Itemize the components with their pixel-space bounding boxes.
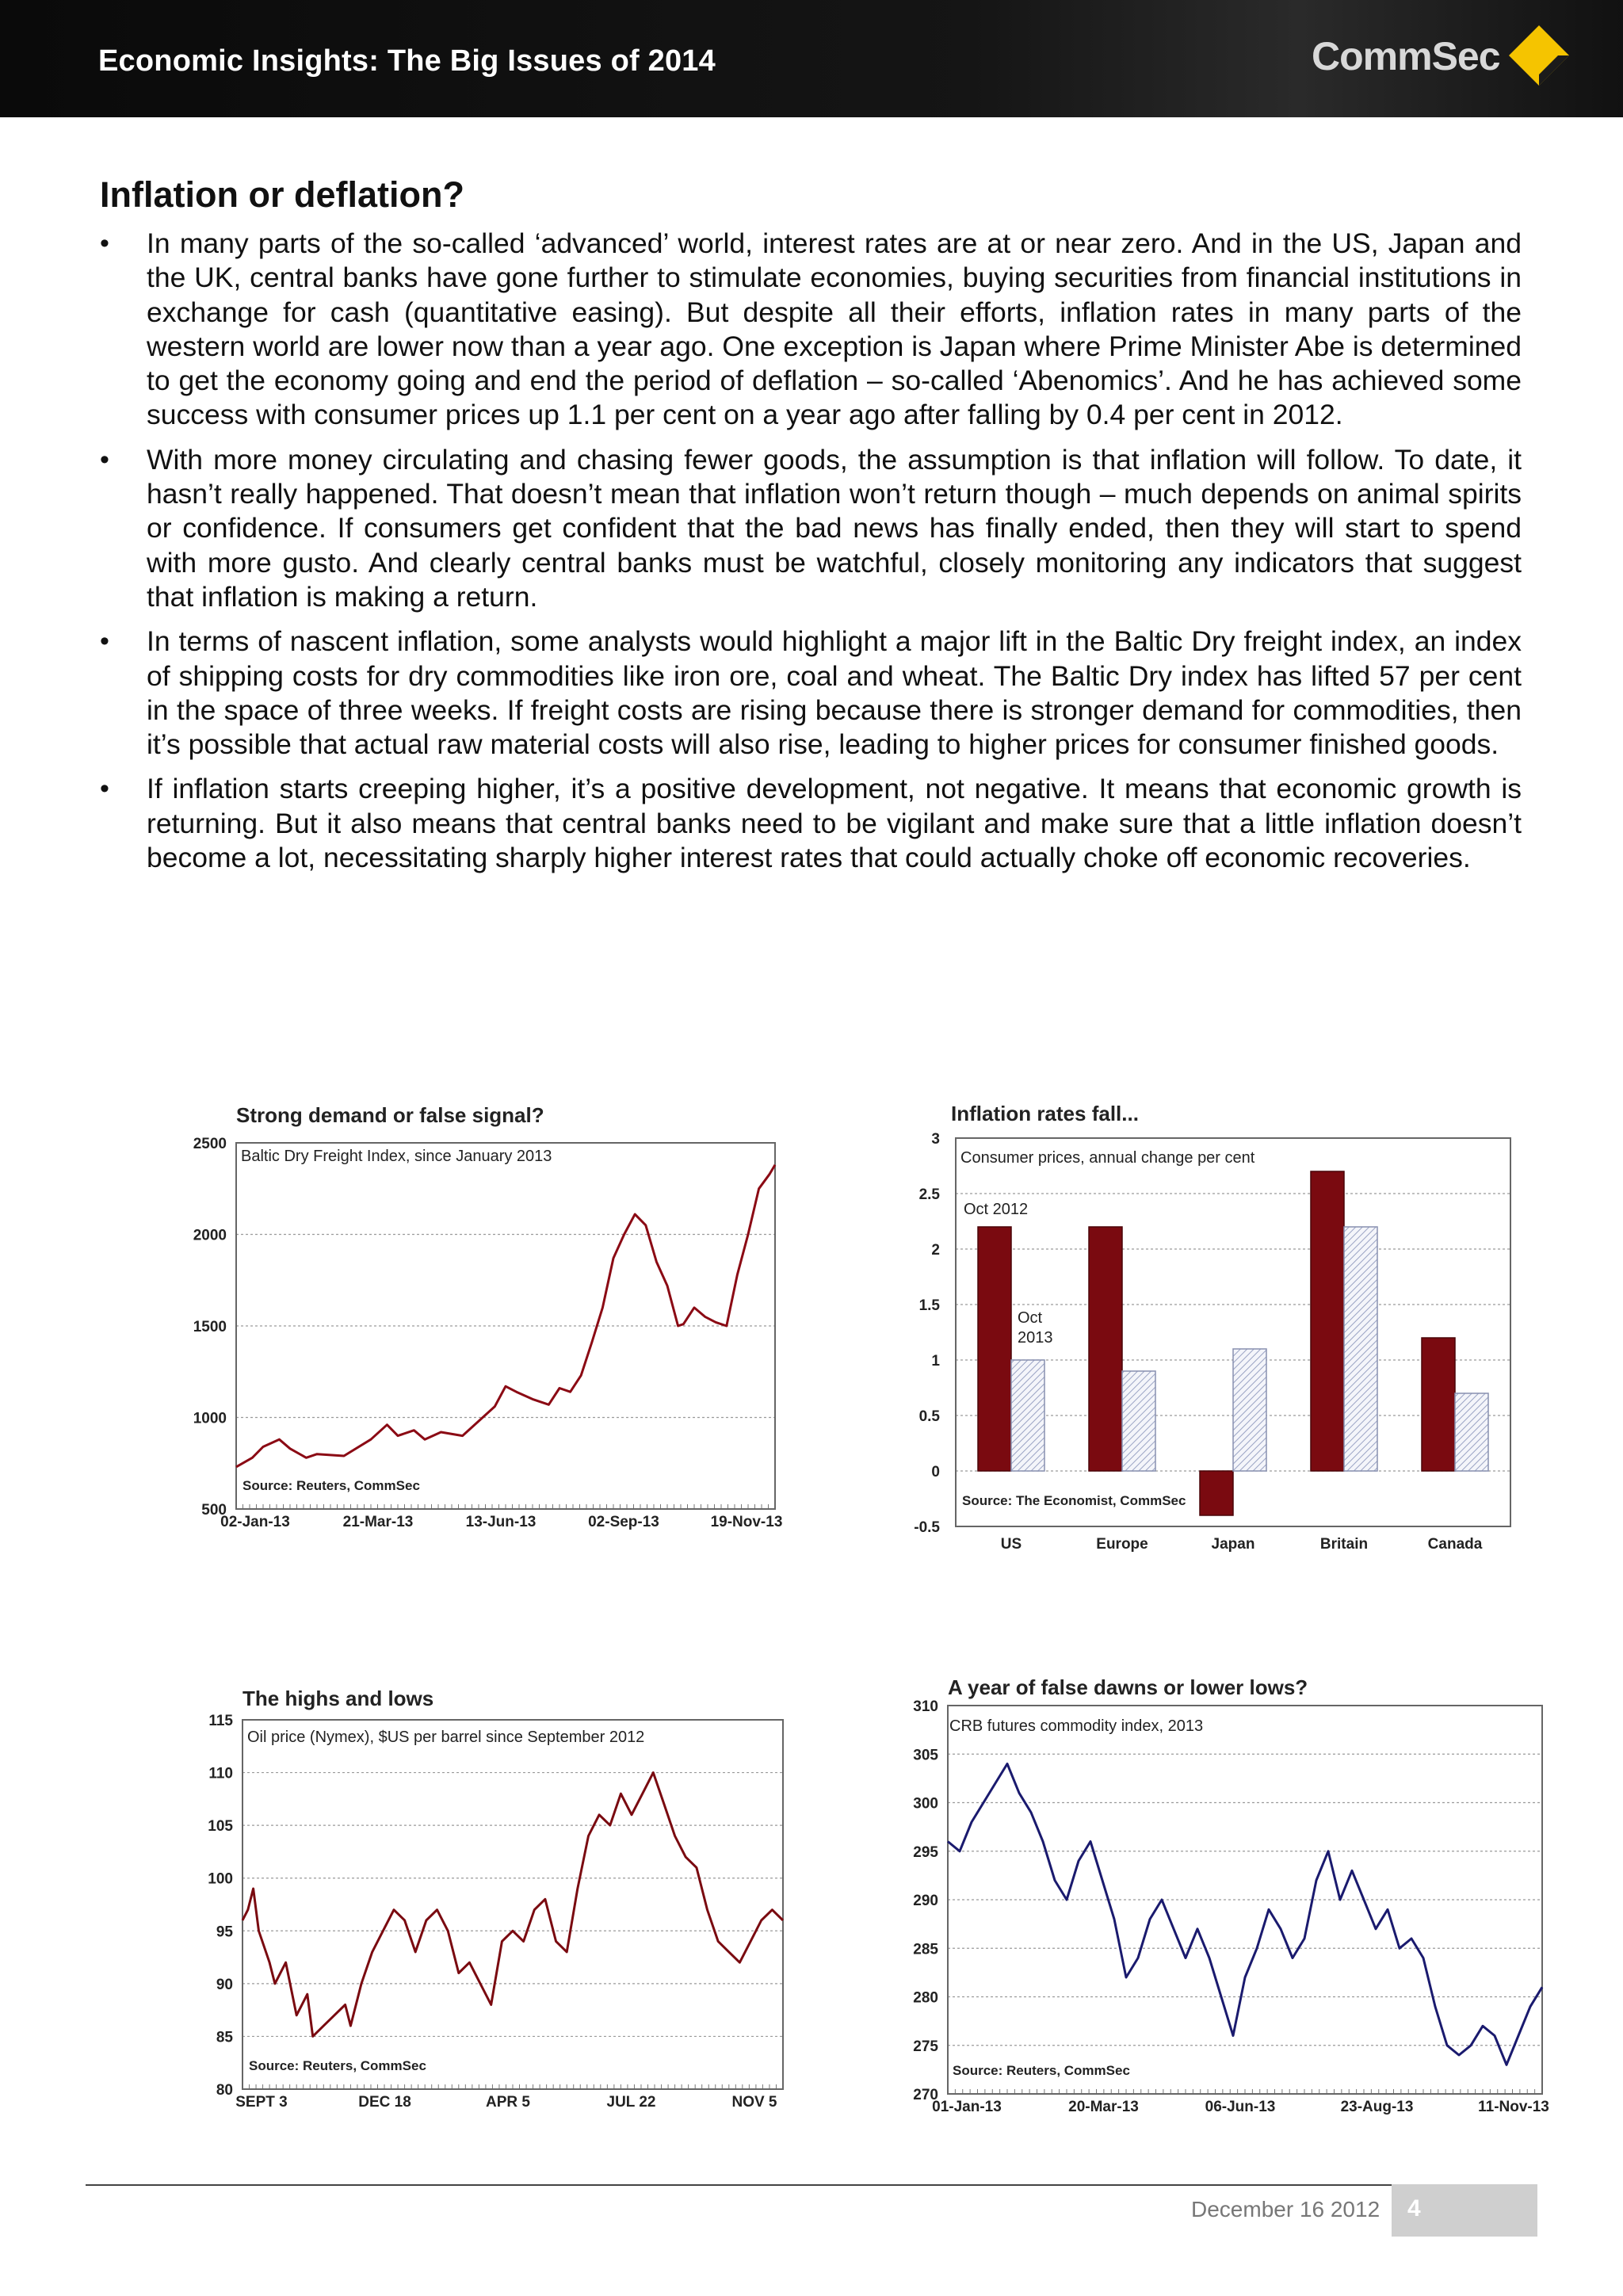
x-tick-label: 21-Mar-13 [342,1514,414,1530]
y-tick-label: 275 [913,2038,938,2055]
y-tick-label: 310 [913,1698,938,1715]
y-tick-label: 2 [931,1242,940,1259]
legend-label-oct: Oct [1018,1309,1043,1327]
bullet-item: • In many parts of the so-called ‘advanced’ world, interest rates are at or near zero. And in the US, Japan and the UK, central banks have gone further to stimulate economies, buying securities from financial institutions in exchange for cash (quantitative easing). But despite all their efforts, inflation rates in many parts of the western world are lower now than a year ago. One exception is Japan where Prime Minister Abe is determined to get the economy going and end the period of deflation – so-called ‘Abenomics’. And he has achieved some success with consumer prices up 1.1 per cent on a year ago after falling by 0.4 per cent in 2012. [100,227,1522,433]
y-tick-label: 280 [913,1989,938,2007]
x-tick-label: 11-Nov-13 [1478,2099,1549,2115]
y-tick-label: 0 [931,1464,940,1480]
baltic-dry-chart-svg [174,1098,792,1542]
y-tick-label: 115 [208,1713,233,1729]
x-category-label: Europe [1096,1536,1148,1553]
bar-oct-2013 [1233,1349,1266,1471]
y-tick-label: 500 [201,1502,227,1519]
chart-baltic-dry [174,1098,792,1542]
y-tick-label: 1 [931,1353,940,1370]
series-line [948,1764,1542,2065]
chart-crb-index [903,1668,1553,2127]
y-tick-label: 0.5 [918,1408,940,1425]
legend-label-oct-2012: Oct 2012 [964,1201,1029,1218]
y-tick-label: 110 [208,1765,233,1782]
chart-title: Strong demand or false signal? [236,1103,544,1127]
x-category-label: Britain [1319,1536,1369,1553]
bar-oct-2013 [1344,1227,1377,1471]
section-heading: Inflation or deflation? [100,174,464,215]
x-category-label: Japan [1211,1536,1255,1553]
y-tick-label: 1500 [193,1319,227,1335]
y-tick-label: 90 [216,1976,233,1993]
header-bar [0,0,1623,117]
x-tick-label: 06-Jun-13 [1205,2099,1276,2115]
x-tick-label: APR 5 [486,2094,530,2111]
series-line [236,1165,775,1467]
y-tick-label: 270 [913,2087,938,2103]
chart-subtitle: Oil price (Nymex), $US per barrel since September 2012 [247,1729,645,1746]
y-tick-label: 1.5 [918,1297,940,1314]
y-tick-label: 80 [216,2082,233,2099]
y-tick-label: 300 [913,1795,938,1813]
chart-source: Source: Reuters, CommSec [249,2058,426,2073]
bullet-list [100,227,1522,885]
x-tick-label: NOV 5 [731,2094,777,2111]
bar-oct-2012 [1200,1471,1233,1515]
chart-title: A year of false dawns or lower lows? [948,1675,1308,1699]
y-tick-label: 100 [208,1870,233,1888]
x-tick-label: 01-Jan-13 [932,2099,1002,2115]
x-category-label: US [1000,1536,1022,1553]
y-tick-label: 85 [216,2029,233,2046]
x-tick-label: DEC 18 [358,2094,411,2111]
chart-oil-price [174,1679,800,2122]
chart-source: Source: Reuters, CommSec [953,2063,1130,2078]
x-tick-label: 02-Jan-13 [220,1514,290,1530]
plot-frame [242,1720,783,2089]
crb-index-chart-svg [903,1668,1553,2127]
y-tick-label: 95 [216,1924,233,1941]
bullet-item: • In terms of nascent inflation, some analysts would highlight a major lift in the Baltic Dry freight index, an index of shipping costs for dry commodities like iron ore, coal and wheat. The Baltic Dry index has lifted 57 per cent in the space of three weeks. If freight costs are rising because there is stronger demand for commodities, then it’s possible that actual raw material costs will also rise, leading to higher prices for consumer finished goods. [100,625,1522,762]
chart-title: Inflation rates fall... [951,1102,1139,1125]
y-tick-label: 2000 [193,1227,227,1244]
series-line [242,1773,783,2037]
chart-subtitle: Consumer prices, annual change per cent [960,1149,1255,1167]
commsec-diamond-icon [1506,22,1572,89]
y-tick-label: 290 [913,1893,938,1909]
x-tick-label: 02-Sep-13 [588,1514,659,1530]
chart-title: The highs and lows [242,1687,434,1710]
bullet-item: • With more money circulating and chasing fewer goods, the assumption is that inflation will follow. To date, it hasn’t really happened. That doesn’t mean that inflation won’t return though – much depends on animal spirits or confidence. If consumers get confident that the bad news has finally ended, then they will start to spend with more gusto. And clearly central banks must be watchful, closely monitoring any indicators that suggest that inflation is making a return. [100,443,1522,614]
page-number: 4 [1392,2184,1537,2237]
bar-oct-2013 [1011,1360,1044,1471]
bar-oct-2013 [1122,1371,1155,1471]
chart-source: Source: The Economist, CommSec [962,1493,1186,1508]
x-tick-label: 23-Aug-13 [1340,2099,1414,2115]
bar-oct-2012 [1089,1227,1122,1471]
bar-oct-2013 [1455,1393,1488,1471]
chart-source: Source: Reuters, CommSec [242,1478,420,1493]
inflation-rates-chart-svg [903,1094,1537,1561]
footer-date: December 16 2012 [1191,2197,1381,2222]
y-tick-label: 2.5 [918,1186,940,1203]
y-tick-label: 1000 [193,1410,227,1427]
oil-price-chart-svg [174,1679,800,2122]
y-tick-label: 285 [913,1941,938,1958]
report-title: Economic Insights: The Big Issues of 2014 [98,44,716,78]
footer-divider [86,2184,1537,2186]
y-tick-label: 305 [913,1747,938,1764]
x-tick-label: 13-Jun-13 [465,1514,537,1530]
bar-oct-2012 [1311,1171,1344,1471]
y-tick-label: -0.5 [914,1519,940,1536]
chart-subtitle: Baltic Dry Freight Index, since January 2013 [241,1148,552,1165]
x-tick-label: SEPT 3 [235,2094,288,2111]
legend-label-2013: 2013 [1018,1329,1053,1347]
y-tick-label: 3 [931,1131,940,1148]
y-tick-label: 105 [208,1818,233,1836]
y-tick-label: 2500 [193,1136,227,1152]
bar-oct-2012 [1422,1338,1455,1471]
x-tick-label: 19-Nov-13 [710,1514,783,1530]
x-tick-label: JUL 22 [606,2094,656,2111]
x-tick-label: 20-Mar-13 [1068,2099,1139,2115]
x-category-label: Canada [1427,1536,1483,1553]
bullet-item: • If inflation starts creeping higher, it’s a positive development, not negative. It means that economic growth is returning. But it also means that central banks need to be vigilant and make sure that a little inflation doesn’t become a lot, necessitating sharply higher interest rates that could actually choke off economic recoveries. [100,772,1522,875]
chart-inflation-rates [903,1094,1537,1561]
bar-oct-2012 [978,1227,1011,1471]
chart-subtitle: CRB futures commodity index, 2013 [949,1717,1204,1735]
brand-name: CommSec [1312,34,1500,78]
y-tick-label: 295 [913,1843,938,1861]
